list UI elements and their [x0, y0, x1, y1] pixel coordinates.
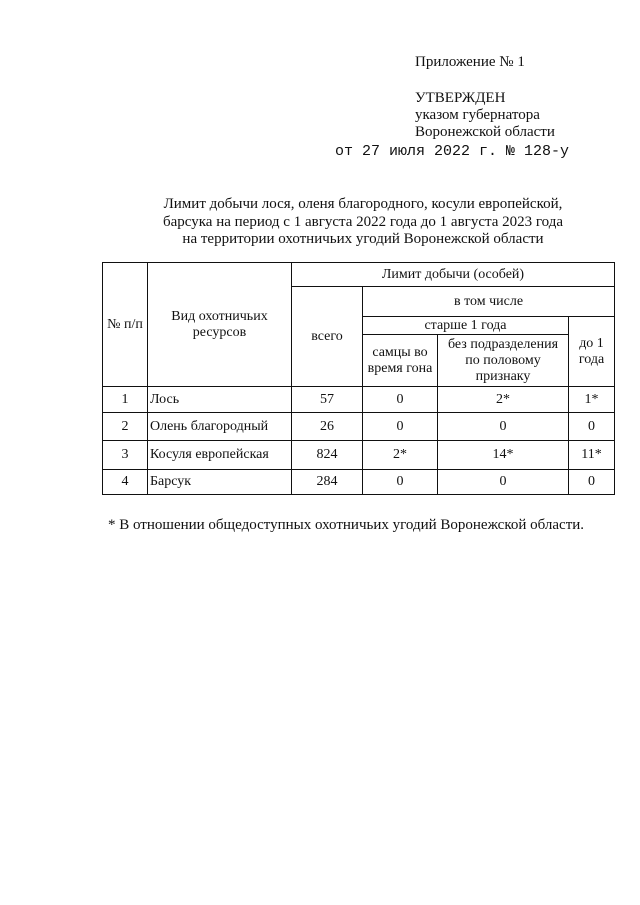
row-species: Лось [148, 387, 292, 413]
header-under1: до 1 года [569, 317, 615, 387]
table-row [103, 441, 615, 470]
row-no-sex: 2* [438, 387, 569, 413]
row-under1: 1* [569, 387, 615, 413]
footnote: * В отношении общедоступных охотничьих угодий Воронежской области. [108, 517, 585, 533]
header-limit: Лимит добычи (особей) [292, 263, 615, 287]
row-num: 2 [103, 413, 148, 441]
header-species: Вид охотничьих ресурсов [148, 263, 292, 387]
table-row [103, 413, 615, 441]
header-including: в том числе [363, 287, 615, 317]
title-line-3: на территории охотничьих угодий Воронежской области [182, 231, 544, 247]
limit-table [102, 262, 615, 495]
header-num: № п/п [103, 263, 148, 387]
row-total: 284 [292, 470, 363, 495]
approval-block [415, 90, 555, 141]
row-total: 57 [292, 387, 363, 413]
row-males-rut: 0 [363, 413, 438, 441]
row-num: 1 [103, 387, 148, 413]
row-under1: 11* [569, 441, 615, 470]
row-total: 26 [292, 413, 363, 441]
order-date-number: от 27 июля 2022 г. № 128-у [335, 143, 570, 160]
row-species: Олень благородный [148, 413, 292, 441]
row-no-sex: 0 [438, 413, 569, 441]
header-total: всего [292, 287, 363, 387]
approved-label: УТВЕРЖДЕН [415, 90, 506, 106]
row-total: 824 [292, 441, 363, 470]
decree-line-2: Воронежской области [415, 124, 555, 140]
table-row [103, 470, 615, 495]
header-older: старше 1 года [363, 317, 569, 335]
row-num: 4 [103, 470, 148, 495]
row-no-sex: 0 [438, 470, 569, 495]
decree-line-1: указом губернатора [415, 107, 540, 123]
header-males-rut: самцы во время гона [363, 335, 438, 387]
title-line-2: барсука на период с 1 августа 2022 года до 1 августа 2023 года [162, 213, 564, 230]
document-title [120, 196, 606, 249]
appendix-label: Приложение № 1 [415, 54, 525, 70]
row-num: 3 [103, 441, 148, 470]
table-row [103, 387, 615, 413]
row-males-rut: 0 [363, 387, 438, 413]
row-species: Косуля европейская [148, 441, 292, 470]
row-males-rut: 2* [363, 441, 438, 470]
header-no-sex: без подразделения по половому признаку [438, 335, 569, 387]
row-males-rut: 0 [363, 470, 438, 495]
title-line-1: Лимит добычи лося, оленя благородного, косули европейской, [163, 196, 563, 212]
row-species: Барсук [148, 470, 292, 495]
row-no-sex: 14* [438, 441, 569, 470]
row-under1: 0 [569, 413, 615, 441]
row-under1: 0 [569, 470, 615, 495]
